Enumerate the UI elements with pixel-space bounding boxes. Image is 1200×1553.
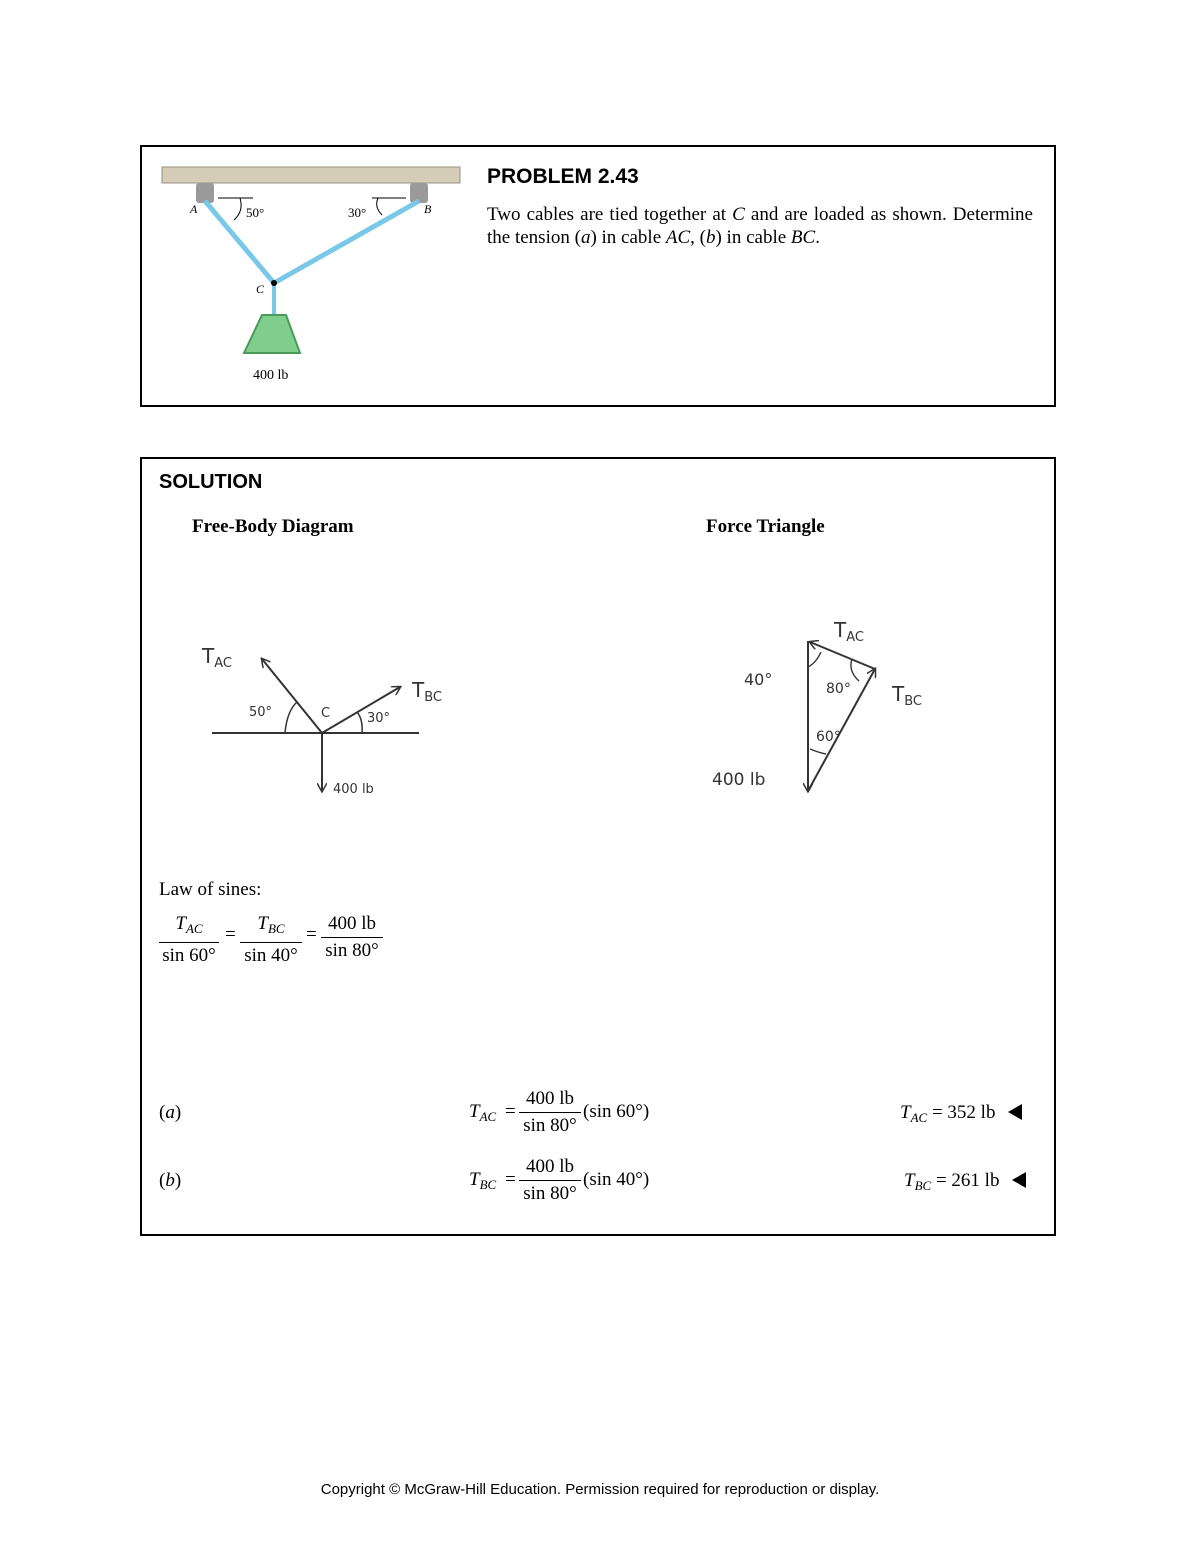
- part-b-label: (b): [159, 1170, 182, 1191]
- angle-arc-a: [234, 198, 241, 220]
- problem-box: [140, 145, 1056, 407]
- triangle-tac-label: $T_{AC}$: [834, 618, 864, 645]
- ceiling: [162, 167, 460, 183]
- triangle-angle-40: 40°: [744, 670, 773, 689]
- triangle-arc-bottom: [810, 749, 826, 754]
- label-c: C: [256, 282, 265, 296]
- part-b-fraction: $\frac{400 lb}{\sin 80^\circ}$: [519, 1154, 581, 1207]
- part-a-fraction: $\frac{400 lb}{\sin 80^\circ}$: [519, 1086, 581, 1139]
- problem-text: Two cables are tied together at C and are loaded as shown. Determine the tension (a) in cable AC, (b) in cable BC.: [487, 204, 1033, 248]
- force-triangle: [702, 609, 1002, 804]
- label-a: A: [190, 202, 198, 216]
- problem-title: PROBLEM 2.43: [487, 165, 639, 188]
- part-a-answer: $T_{AC} = 352$ lb: [900, 1102, 1022, 1126]
- fraction-tbc: $T_{BC}$ sin 40°: [240, 911, 302, 969]
- part-a-equation: $T_{AC}$ = $\frac{400 lb}{\sin 80^\circ}$ (sin 60°): [469, 1086, 719, 1146]
- fraction-tac: $T_{AC}$ sin 60°: [159, 911, 219, 969]
- fraction-load: $\frac{400 lb}{\sin 80^\circ}$: [321, 911, 383, 964]
- answer-marker-icon: [1008, 1104, 1022, 1120]
- label-b: B: [424, 202, 432, 216]
- fbd-angle-arc-right: [357, 712, 362, 733]
- law-of-sines-label: Law of sines:: [159, 879, 262, 900]
- part-b-factor: (sin 40°): [583, 1169, 650, 1190]
- equals-2: =: [306, 924, 317, 945]
- part-b-answer: $T_{BC} = 261$ lb: [904, 1170, 1026, 1194]
- part-b-equals: =: [505, 1169, 516, 1190]
- fbd-tbc-label: $T_{BC}$: [412, 678, 442, 705]
- triangle-angle-60: 60°: [816, 729, 841, 745]
- solution-title: SOLUTION: [159, 471, 263, 493]
- triangle-heading: Force Triangle: [706, 516, 825, 537]
- load-label: 400 lb: [253, 368, 289, 383]
- triangle-arc-top: [808, 652, 821, 667]
- problem-figure: [158, 163, 463, 393]
- solution-box: [140, 457, 1056, 1236]
- cable-bc: [274, 201, 419, 283]
- fbd-arrow-tac: [262, 659, 322, 733]
- fbd-arrow-tbc: [322, 687, 400, 733]
- part-a-label: (a): [159, 1102, 182, 1123]
- support-a: [196, 183, 214, 203]
- fbd-heading: Free-Body Diagram: [192, 516, 354, 537]
- angle-arc-b: [377, 198, 382, 215]
- answer-marker-icon: [1012, 1172, 1026, 1188]
- copyright-footer: Copyright © McGraw-Hill Education. Permission required for reproduction or display.: [320, 1481, 880, 1498]
- part-a-equals: =: [505, 1101, 516, 1122]
- triangle-angle-80: 80°: [826, 681, 851, 697]
- support-b: [410, 183, 428, 203]
- fbd-point-c: C: [321, 706, 331, 721]
- equals-1: =: [225, 924, 236, 945]
- fbd-tac-label: $T_{AC}$: [202, 644, 232, 671]
- triangle-load-label: 400 lb: [712, 770, 766, 790]
- free-body-diagram: [197, 629, 497, 809]
- part-a-factor: (sin 60°): [583, 1101, 650, 1122]
- fbd-angle-arc-left: [285, 702, 297, 733]
- law-of-sines-equation: [159, 911, 419, 971]
- part-b-equation: $T_{BC}$ = $\frac{400 lb}{\sin 80^\circ}$ (sin 40°): [469, 1154, 719, 1214]
- angle-b-label: 30°: [348, 205, 367, 220]
- angle-a-label: 50°: [246, 205, 265, 220]
- fbd-angle-left: 50°: [249, 705, 273, 720]
- fbd-load-label: 400 lb: [333, 782, 374, 797]
- fbd-angle-right: 30°: [367, 711, 391, 726]
- triangle-tbc-label: $T_{BC}$: [892, 682, 922, 709]
- knot-c: [271, 280, 277, 286]
- weight: [244, 315, 300, 353]
